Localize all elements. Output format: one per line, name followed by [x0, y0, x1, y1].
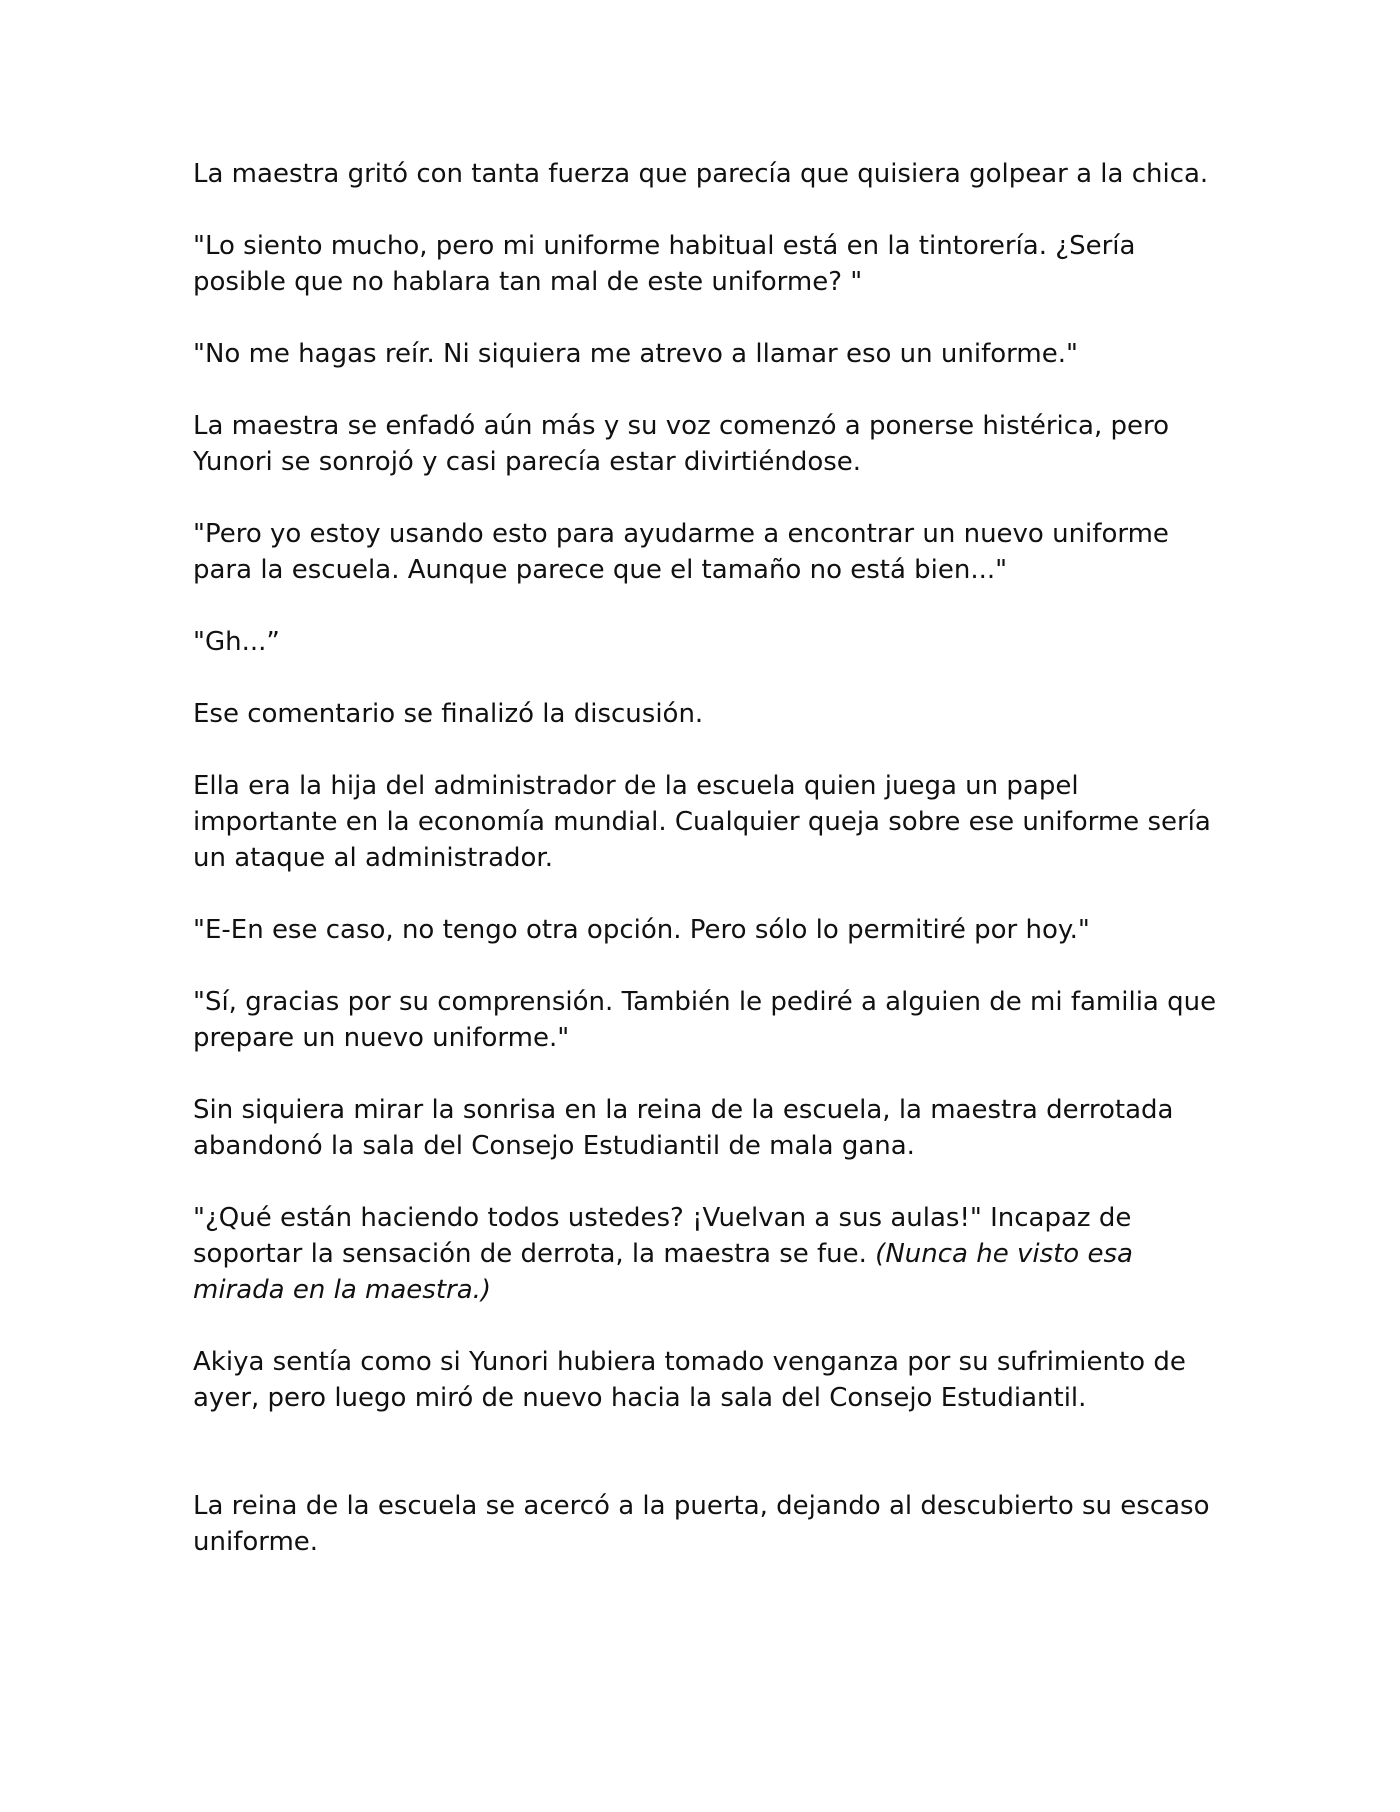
- paragraph-12: [193, 1200, 1223, 1308]
- paragraph-3: "No me hagas reír. Ni siquiera me atrevo a llamar eso un uniforme.": [193, 339, 1078, 369]
- paragraph-1: La maestra gritó con tanta fuerza que parecía que quisiera golpear a la chica.: [193, 159, 1209, 189]
- paragraph-13: Akiya sentía como si Yunori hubiera tomado venganza por su sufrimiento de ayer, pero luego miró de nuevo hacia la sala del Consejo Estudiantil.: [193, 1347, 1186, 1413]
- paragraph-12-text: "¿Qué están haciendo todos ustedes? ¡Vuelvan a sus aulas!" Incapaz de soportar la sensación de derrota, la maestra se fue.: [193, 1203, 1132, 1269]
- paragraph-10: "Sí, gracias por su comprensión. También le pediré a alguien de mi familia que prepare un nuevo uniforme.": [193, 987, 1217, 1053]
- paragraph-14: La reina de la escuela se acercó a la puerta, dejando al descubierto su escaso uniforme.: [193, 1491, 1210, 1557]
- paragraph-2: "Lo siento mucho, pero mi uniforme habitual está en la tintorería. ¿Sería posible que no hablara tan mal de este uniforme? ": [193, 231, 1136, 297]
- paragraph-5: "Pero yo estoy usando esto para ayudarme a encontrar un nuevo uniforme para la escuela. Aunque parece que el tamaño no está bien...": [193, 519, 1169, 585]
- paragraph-7: Ese comentario se finalizó la discusión.: [193, 699, 704, 729]
- paragraph-11: Sin siquiera mirar la sonrisa en la reina de la escuela, la maestra derrotada abandonó la sala del Consejo Estudiantil de mala gana.: [193, 1095, 1174, 1161]
- paragraph-9: "E-En ese caso, no tengo otra opción. Pero sólo lo permitiré por hoy.": [193, 915, 1090, 945]
- document-page: [193, 156, 1223, 1596]
- paragraph-6: "Gh...”: [193, 627, 280, 657]
- paragraph-12-italic-thought: (Nunca he visto esa mirada en la maestra.): [193, 1239, 1133, 1305]
- paragraph-8: Ella era la hija del administrador de la escuela quien juega un papel importante en la economía mundial. Cualquier queja sobre ese uniforme sería un ataque al administrador.: [193, 771, 1211, 873]
- paragraph-4: La maestra se enfadó aún más y su voz comenzó a ponerse histérica, pero Yunori se sonrojó y casi parecía estar divirtiéndose.: [193, 411, 1170, 477]
